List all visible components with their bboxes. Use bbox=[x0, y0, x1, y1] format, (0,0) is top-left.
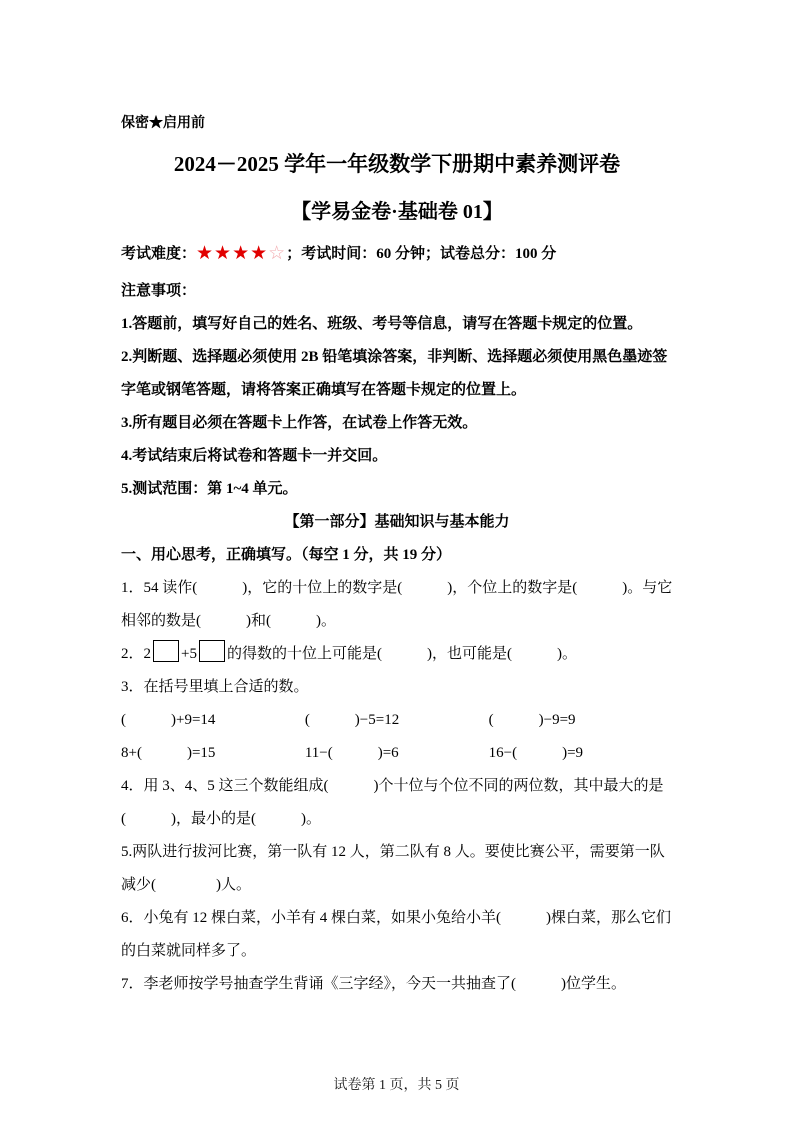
star-empty-icon: ☆ bbox=[268, 242, 287, 265]
note-item-4: 4.考试结束后将试卷和答题卡一并交回。 bbox=[121, 447, 388, 464]
question-6: 6．小兔有 12 棵白菜，小羊有 4 棵白菜，如果小兔给小羊( )棵白菜，那么它们的白菜就同样多了。 bbox=[121, 909, 671, 959]
star-filled-icon: ★★★★ bbox=[196, 242, 269, 265]
notes-title: 注意事项： bbox=[121, 282, 197, 299]
blank-box bbox=[199, 640, 225, 662]
note-item-2: 2.判断题、选择题必须使用 2B 铅笔填涂答案，非判断、选择题必须使用黑色墨迹签字笔或钢笔答题，请将答案正确填写在答题卡规定的位置上。 bbox=[121, 348, 668, 398]
exam-info-details: ；考试时间：60 分钟；试卷总分：100 分 bbox=[286, 246, 557, 263]
question-2-post: 的得数的十位上可能是( )，也可能是( )。 bbox=[226, 645, 577, 662]
question-1: 1．54 读作( )，它的十位上的数字是( )，个位上的数字是( )。与它相邻的数是( )和( )。 bbox=[121, 579, 673, 629]
equation: 16−( )=9 bbox=[488, 744, 584, 761]
blank-box bbox=[153, 640, 179, 662]
equation: 11−( )=6 bbox=[304, 744, 399, 761]
exam-title: 2024－2025 学年一年级数学下册期中素养测评卷 bbox=[173, 151, 621, 176]
difficulty-label: 考试难度： bbox=[121, 246, 197, 263]
note-item-5: 5.测试范围：第 1~4 单元。 bbox=[121, 480, 298, 497]
question-2-mid: +5 bbox=[181, 645, 197, 662]
question-4: 4．用 3、4、5 这三个数能组成( )个十位与个位不同的两位数，其中最大的是( )，最小的是( )。 bbox=[121, 777, 664, 827]
exam-info-line bbox=[121, 233, 673, 275]
equation: ( )+9=14 bbox=[121, 711, 216, 728]
security-notice: 保密★启用前 bbox=[121, 116, 205, 131]
exam-subtitle: 【学易金卷·基础卷 01】 bbox=[291, 201, 503, 224]
question-7: 7．李老师按学号抽查学生背诵《三字经》，今天一共抽查了( )位学生。 bbox=[121, 975, 626, 992]
equation: 8+( )=15 bbox=[121, 744, 216, 761]
section-one-heading: 一、用心思考，正确填写。（每空 1 分，共 19 分） bbox=[121, 546, 452, 563]
note-item-1: 1.答题前，填写好自己的姓名、班级、考号等信息，请写在答题卡规定的位置。 bbox=[121, 315, 643, 332]
page-footer: 试卷第 1 页，共 5 页 bbox=[333, 1078, 460, 1094]
question-3-equation-row-1 bbox=[121, 704, 673, 737]
question-2-pre: 2．2 bbox=[121, 645, 152, 662]
equation: ( )−5=12 bbox=[304, 711, 400, 728]
note-item-3: 3.所有题目必须在答题卡上作答，在试卷上作答无效。 bbox=[121, 414, 478, 431]
question-3-equation-row-2 bbox=[121, 737, 673, 770]
question-5: 5.两队进行拔河比赛，第一队有 12 人，第二队有 8 人。要使比赛公平，需要第一队减少( )人。 bbox=[121, 843, 665, 893]
equation: ( )−9=9 bbox=[488, 711, 576, 728]
question-2 bbox=[121, 638, 673, 671]
part-one-title: 【第一部分】基础知识与基本能力 bbox=[284, 513, 510, 530]
question-3-title: 3．在括号里填上合适的数。 bbox=[121, 678, 309, 695]
